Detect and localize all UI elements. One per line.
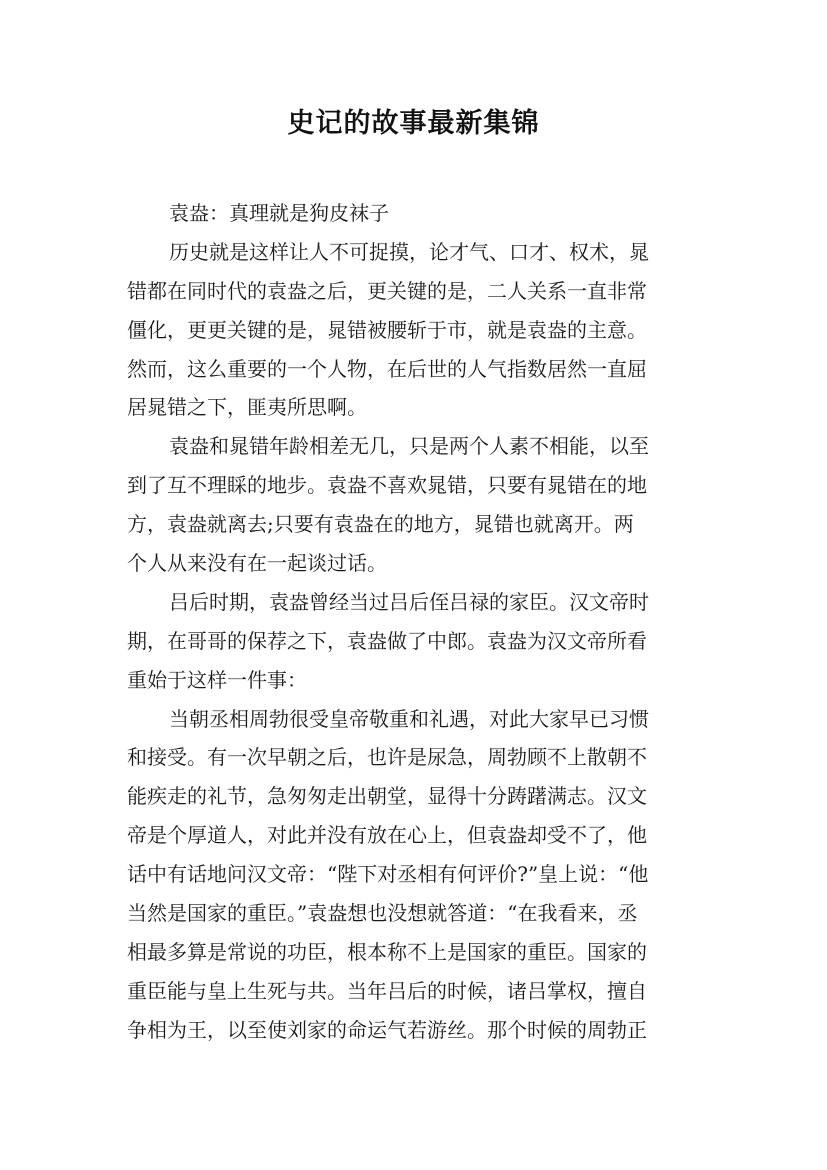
text-line: 袁盎：真理就是狗皮袜子 <box>169 201 389 225</box>
text-line: 居晁错之下，匪夷所思啊。 <box>127 395 367 420</box>
text-line: 然而，这么重要的一个人物，在后世的人气指数居然一直屈 <box>127 356 647 381</box>
text-line: 能疾走的礼节，急匆匆走出朝堂，显得十分踌躇满志。汉文 <box>127 784 647 809</box>
text-line: 吕后时期，袁盎曾经当过吕后侄吕禄的家臣。汉文帝时 <box>169 589 649 614</box>
text-line: 袁盎和晁错年龄相差无几，只是两个人素不相能，以至 <box>169 434 649 459</box>
text-line: 僵化，更更关键的是，晁错被腰斩于市，就是袁盎的主意。 <box>127 317 647 342</box>
text-line: 相最多算是常说的功臣，根本称不上是国家的重臣。国家的 <box>127 939 647 964</box>
text-line: 当然是国家的重臣。”袁盎想也没想就答道：“在我看来，丞 <box>127 901 638 926</box>
text-line: 帝是个厚道人，对此并没有放在心上，但袁盎却受不了，他 <box>127 823 647 848</box>
document-title: 史记的故事最新集锦 <box>287 108 540 139</box>
text-line: 和接受。有一次早朝之后，也许是尿急，周勃顾不上散朝不 <box>127 745 647 770</box>
document-body <box>127 194 711 1050</box>
text-line: 方，袁盎就离去;只要有袁盎在的地方，晁错也就离开。两 <box>127 512 634 537</box>
text-line: 当朝丞相周勃很受皇帝敬重和礼遇，对此大家早已习惯 <box>169 706 649 731</box>
text-line: 重始于这样一件事： <box>127 667 307 692</box>
text-line: 重臣能与皇上生死与共。当年吕后的时候，诸吕掌权，擅自 <box>127 978 647 1003</box>
text-line: 错都在同时代的袁盎之后，更关键的是，二人关系一直非常 <box>127 278 647 303</box>
text-line: 话中有话地问汉文帝：“陛下对丞相有何评价?”皇上说：“他 <box>127 862 649 887</box>
text-line: 历史就是这样让人不可捉摸，论才气、口才、权术，晁 <box>169 239 649 264</box>
text-line: 到了互不理睬的地步。袁盎不喜欢晁错，只要有晁错在的地 <box>127 473 647 498</box>
text-line: 争相为王，以至使刘家的命运气若游丝。那个时候的周勃正 <box>127 1017 647 1042</box>
text-line: 期，在哥哥的保荐之下，袁盎做了中郎。袁盎为汉文帝所看 <box>127 628 647 653</box>
text-line: 个人从来没有在一起谈过话。 <box>127 551 387 576</box>
